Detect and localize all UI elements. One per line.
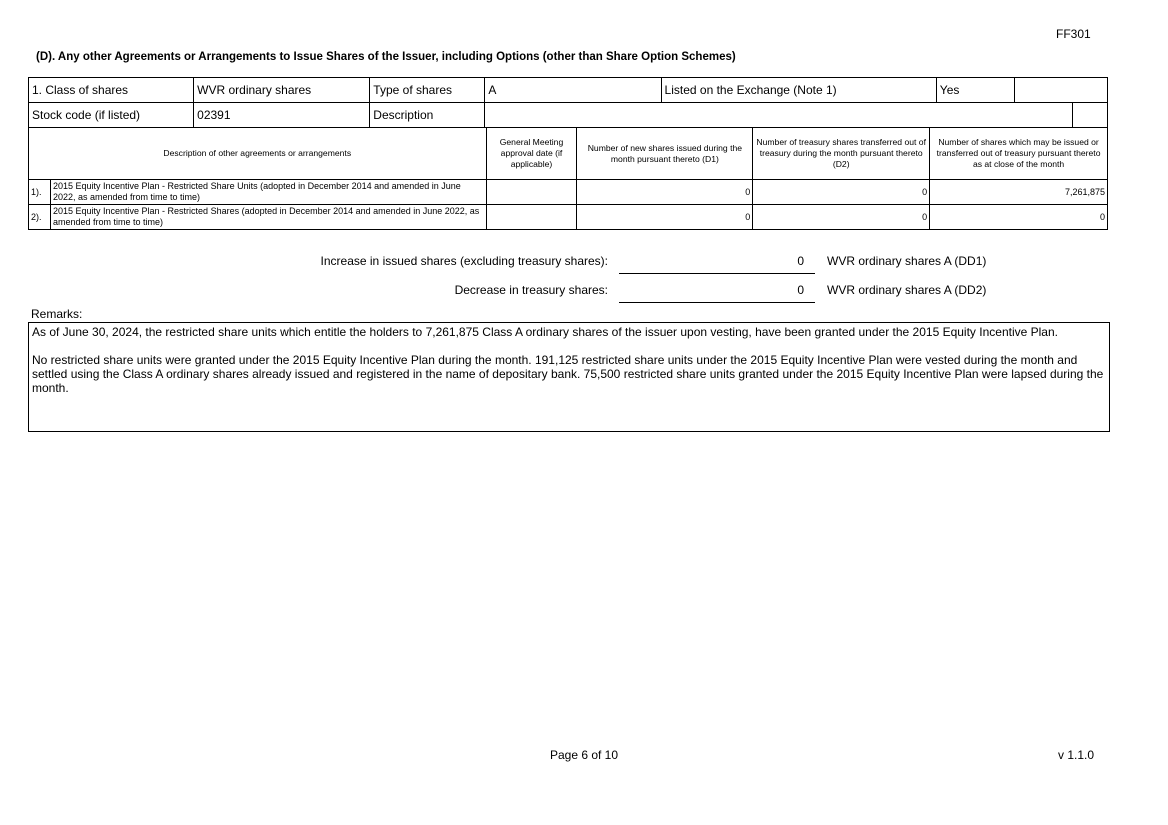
row-remaining: 0	[930, 205, 1108, 230]
row-index: 1).	[29, 180, 51, 205]
type-of-shares-label: Type of shares	[370, 78, 485, 103]
listed-extra-cell	[1014, 78, 1107, 103]
col-header-approval-date: General Meeting approval date (if applicable)	[486, 128, 577, 180]
increase-underline	[619, 257, 815, 274]
col-header-remaining: Number of shares which may be issued or transferred out of treasury pursuant thereto as at close of the month	[930, 128, 1108, 180]
row-approval-date	[486, 180, 577, 205]
remarks-paragraph: No restricted share units were granted under the 2015 Equity Incentive Plan during the month. 191,125 restricted share units under the 2015 Equity Incentive Plan were vested during the month and settled using the Class A ordinary shares already issued and registered in the name of depositary bank. 75,500 restricted share units granted under the 2015 Equity Incentive Plan were lapsed during the month.	[32, 353, 1104, 395]
class-of-shares-label: 1. Class of shares	[29, 78, 194, 103]
decrease-value: 0	[797, 283, 804, 297]
increase-value: 0	[797, 254, 804, 268]
decrease-unit: WVR ordinary shares A (DD2)	[827, 283, 987, 297]
increase-unit: WVR ordinary shares A (DD1)	[827, 254, 987, 268]
type-of-shares-value: A	[485, 78, 661, 103]
table-row	[29, 180, 1108, 205]
remarks-label: Remarks:	[31, 307, 83, 321]
col-header-description: Description of other agreements or arrangements	[29, 128, 487, 180]
decrease-underline	[619, 286, 815, 303]
row-d1: 0	[577, 180, 753, 205]
description-label: Description	[370, 103, 485, 128]
stock-code-value: 02391	[194, 103, 370, 128]
decrease-label: Decrease in treasury shares:	[454, 283, 608, 297]
remarks-box	[28, 322, 1110, 432]
row-d2: 0	[753, 205, 930, 230]
listed-label: Listed on the Exchange (Note 1)	[661, 78, 936, 103]
description-value	[485, 103, 1073, 128]
agreements-table	[28, 127, 1108, 230]
page-number: Page 6 of 10	[549, 748, 619, 762]
row-index: 2).	[29, 205, 51, 230]
col-header-d2: Number of treasury shares transferred out of treasury during the month pursuant thereto (D2)	[753, 128, 930, 180]
row-approval-date	[486, 205, 577, 230]
row-description: 2015 Equity Incentive Plan - Restricted Share Units (adopted in December 2014 and amended in June 2022, as amended from time to time)	[50, 180, 486, 205]
table-row	[29, 205, 1108, 230]
stock-code-label: Stock code (if listed)	[29, 103, 194, 128]
form-code: FF301	[1056, 27, 1091, 41]
listed-value: Yes	[936, 78, 1014, 103]
increase-label: Increase in issued shares (excluding treasury shares):	[320, 254, 608, 268]
row-remaining: 7,261,875	[930, 180, 1108, 205]
share-class-header-table	[28, 77, 1108, 128]
version-label: v 1.1.0	[1058, 748, 1095, 762]
class-of-shares-value: WVR ordinary shares	[194, 78, 370, 103]
description-extra-cell	[1072, 103, 1107, 128]
row-d1: 0	[577, 205, 753, 230]
row-description: 2015 Equity Incentive Plan - Restricted Shares (adopted in December 2014 and amended in June 2022, as amended from time to time)	[50, 205, 486, 230]
section-title: (D). Any other Agreements or Arrangements to Issue Shares of the Issuer, including Options (other than Share Option Schemes)	[36, 51, 736, 63]
remarks-paragraph: As of June 30, 2024, the restricted share units which entitle the holders to 7,261,875 Class A ordinary shares of the issuer upon vesting, have been granted under the 2015 Equity Incentive Plan.	[32, 325, 1058, 339]
col-header-d1: Number of new shares issued during the month pursuant thereto (D1)	[577, 128, 753, 180]
row-d2: 0	[753, 180, 930, 205]
